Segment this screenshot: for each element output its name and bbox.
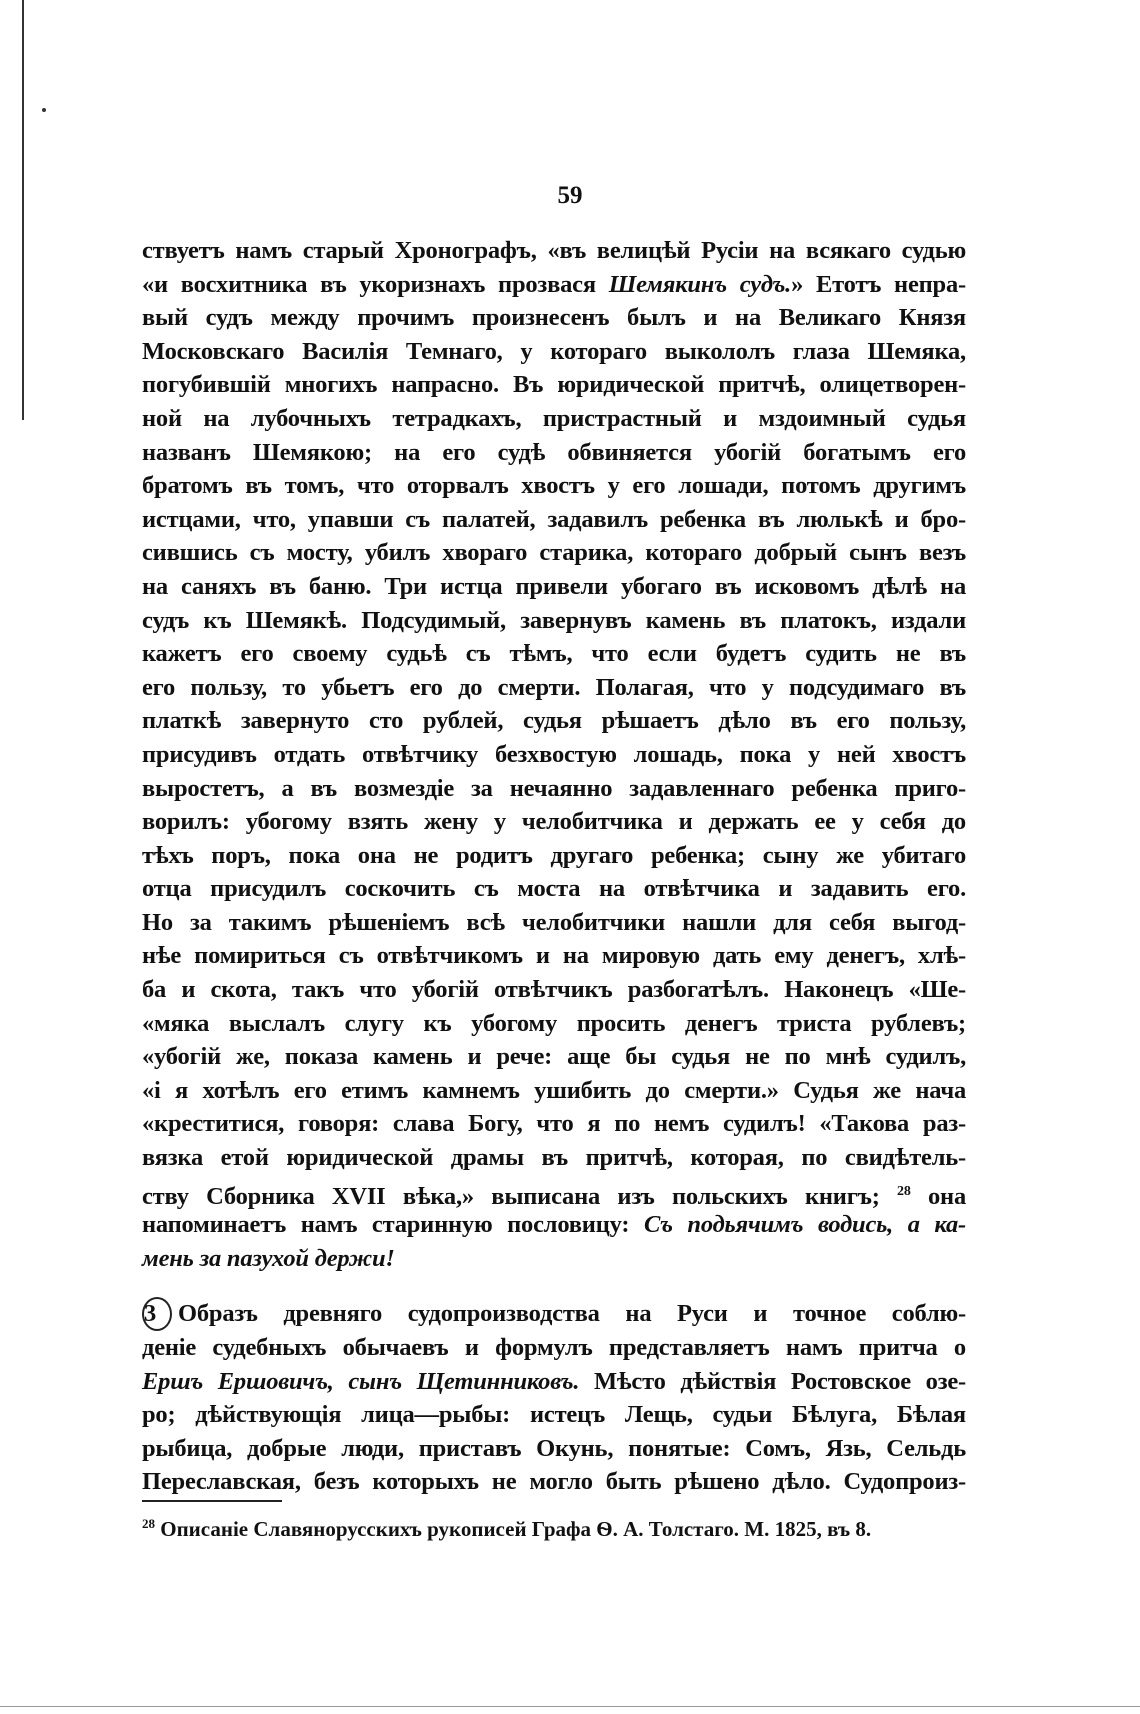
- italic-proverb: мень за пазухой держи!: [142, 1244, 395, 1272]
- text-line: 3 Образъ древняго судопроизводства на Руси и точное соблю-: [142, 1297, 966, 1331]
- section-number-circled: 3: [142, 1297, 172, 1331]
- page-number: 59: [557, 182, 583, 209]
- text-line: Переславская, безъ которыхъ не могло быть рѣшено дѣло. Судопроиз-: [142, 1468, 966, 1496]
- text-line: «і я хотѣлъ его етимъ камнемъ ушибить до смерти.» Судья же нача: [142, 1076, 966, 1104]
- text-line: братомъ въ томъ, что оторвалъ хвостъ у его лошади, потомъ другимъ: [142, 472, 966, 500]
- scan-bottom-edge: [0, 1706, 1140, 1707]
- text-line: вый судъ между прочимъ произнесенъ былъ и на Великаго Князя: [142, 304, 966, 332]
- text-line: платкѣ завернуто сто рублей, судья рѣшаетъ дѣло въ его пользу,: [142, 707, 966, 735]
- text-line: «мяка выслалъ слугу къ убогому просить денегъ триста рублевъ;: [142, 1009, 966, 1037]
- text-line: Ершъ Ершовичъ, сынъ Щетинниковъ. Мѣсто дѣйствія Ростовское озе-: [142, 1367, 966, 1395]
- text-line: нѣе помириться съ отвѣтчикомъ и на мировую дать ему денегъ, хлѣ-: [142, 942, 966, 970]
- text-line: его пользу, то убьетъ его до смерти. Полагая, что у подсудимаго въ: [142, 673, 966, 701]
- italic-title: Шемякинъ судъ.: [608, 270, 792, 298]
- paragraph-2: [142, 1297, 966, 1499]
- body-text: [142, 234, 966, 1499]
- footnote-text: Описаніе Славянорусскихъ рукописей Графа Ѳ. А. Толстаго. М. 1825, въ 8.: [155, 1517, 872, 1541]
- text-line: ворилъ: убогому взять жену у челобитчика и держать ее у себя до: [142, 808, 966, 836]
- text-line: «и восхитника въ укоризнахъ прозвася Шемякинъ судъ.» Етотъ непра-: [142, 270, 966, 298]
- text-line: сившись съ мосту, убилъ хвораго старика, котораго добрый сынъ везъ: [142, 539, 966, 567]
- text-line: на саняхъ въ баню. Три истца привели убогаго въ исковомъ дѣлѣ на: [142, 572, 966, 600]
- italic-proverb: Съ подьячимъ водись, а ка-: [643, 1211, 966, 1239]
- text-line: напоминаетъ намъ старинную пословицу: Съ подьячимъ водись, а ка-: [142, 1211, 966, 1239]
- text-line: истцами, что, упавши съ палатей, задавилъ ребенка въ люлькѣ и бро-: [142, 505, 966, 533]
- text-line: деніе судебныхъ обычаевъ и формулъ представляетъ намъ притча о: [142, 1334, 966, 1361]
- text-line: тѣхъ поръ, пока она не родитъ другаго ребенка; сыну же убитаго: [142, 841, 966, 869]
- text-line: присудивъ отдать отвѣтчику безхвостую лошадь, пока у ней хвостъ: [142, 740, 966, 768]
- scan-speck: [42, 108, 46, 112]
- footnote-mark: 28: [142, 1516, 155, 1531]
- text-line: ной на лубочныхъ тетрадкахъ, пристрастный и мздоимный судья: [142, 404, 966, 432]
- text-line: названъ Шемякою; на его судѣ обвиняется убогій богатымъ его: [142, 438, 966, 466]
- text-line: выростетъ, а въ возмездіе за нечаянно задавленнаго ребенка приго-: [142, 774, 966, 802]
- text-line: ству Сборника XVII вѣка,» выписана изъ польскихъ книгъ; $^{28}$ она: [142, 1182, 966, 1210]
- text-line: Но за такимъ рѣшеніемъ всѣ челобитчики нашли для себя выгод-: [142, 908, 966, 936]
- footnote: [142, 1516, 982, 1542]
- text-line: «креститися, говоря: слава Богу, что я по немъ судилъ! «Такова раз-: [142, 1110, 966, 1138]
- text-line: погубившій многихъ напрасно. Въ юридической притчѣ, олицетворен-: [142, 371, 966, 399]
- text-line: отца присудилъ соскочить съ моста на отвѣтчика и задавить его.: [142, 875, 966, 903]
- text-line: ствуетъ намъ старый Хронографъ, «въ велицѣй Русіи на всякаго судью: [142, 237, 966, 264]
- text-line: [142, 1242, 966, 1276]
- text-line: ро; дѣйствующія лица—рыбы: истецъ Лещь, судьи Бѣлуга, Бѣлая: [142, 1401, 966, 1429]
- text-line: ба и скота, такъ что убогій отвѣтчикъ разбогатѣлъ. Наконецъ «Ше-: [142, 976, 966, 1004]
- scan-margin-mark: [22, 0, 24, 420]
- text-line: Московскаго Василія Темнаго, у котораго выкололъ глаза Шемяка,: [142, 337, 966, 365]
- text-line: кажетъ его своему судьѣ съ тѣмъ, что если будетъ судить не въ: [142, 640, 966, 668]
- footnote-divider: [142, 1500, 282, 1502]
- italic-title: Ершъ Ершовичъ, сынъ Щетинниковъ.: [142, 1367, 580, 1395]
- paragraph-gap: [142, 1275, 966, 1297]
- text-line: вязка етой юридической драмы въ притчѣ, которая, по свидѣтель-: [142, 1144, 966, 1172]
- paragraph-1: [142, 234, 966, 1275]
- text-line: «убогій же, показа камень и рече: аще бы судья не по мнѣ судилъ,: [142, 1043, 966, 1071]
- text-line: рыбица, добрые люди, приставъ Окунь, понятые: Сомъ, Язь, Сельдь: [142, 1434, 966, 1462]
- footnote-reference: 28: [897, 1183, 911, 1199]
- text-line: судъ къ Шемякѣ. Подсудимый, завернувъ камень въ платокъ, издали: [142, 606, 966, 634]
